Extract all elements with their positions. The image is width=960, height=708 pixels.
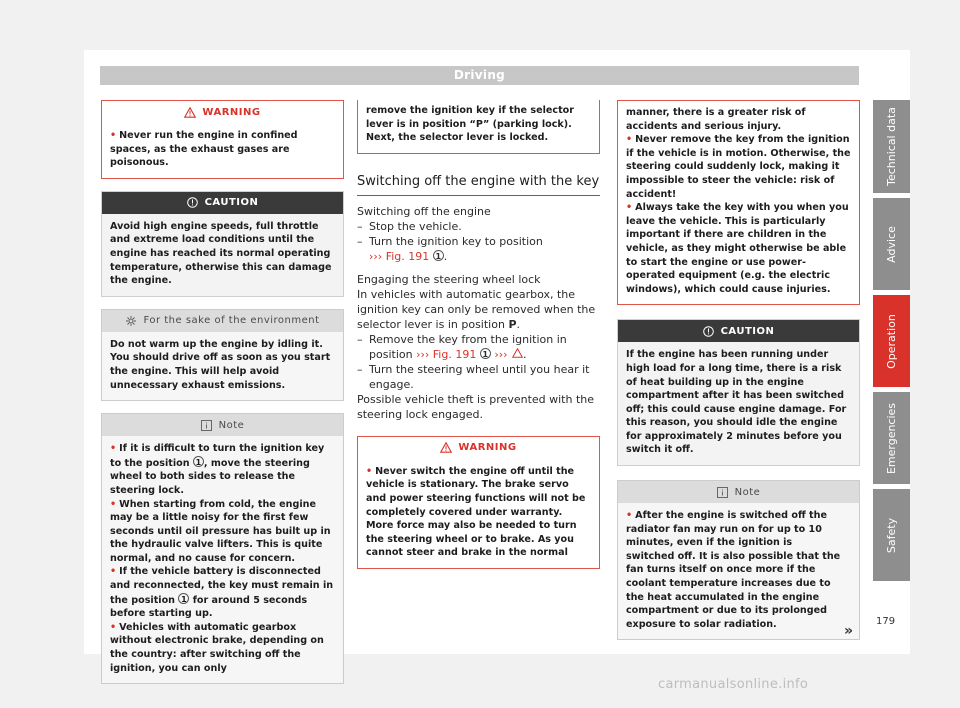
warning-triangle-icon	[511, 347, 523, 359]
callout-1: 1	[193, 456, 204, 467]
environment-label: For the sake of the environment	[143, 315, 320, 327]
caution-label: CAUTION	[720, 325, 775, 337]
subheading-switch-off: Switching off the engine	[357, 204, 491, 218]
tab-safety[interactable]: Safety	[873, 489, 910, 581]
tab-operation[interactable]: Operation	[873, 295, 910, 387]
note-label: Note	[218, 419, 245, 431]
warning-text: Never run the engine in confined spaces, as the exhaust gases are poisonous.	[110, 130, 298, 169]
tab-emergencies[interactable]: Emergencies	[873, 392, 910, 484]
caution-circle-icon	[703, 325, 715, 337]
figure-link[interactable]: ››› Fig. 191	[369, 249, 430, 263]
caution-label: CAUTION	[204, 197, 259, 209]
figure-link[interactable]: ››› Fig. 191	[416, 347, 477, 361]
bullet-icon: •	[110, 130, 117, 141]
page-header: Driving	[100, 66, 859, 85]
environment-text: Do not warm up the engine by idling it. You should drive off as soon as you start the engine. This will help avoid unnecessary exhaust emissions.	[110, 338, 331, 391]
warning-label: WARNING	[458, 442, 517, 454]
note-label: Note	[734, 486, 761, 498]
callout-1: 1	[178, 593, 189, 604]
watermark: carmanualsonline.info	[658, 677, 809, 692]
page-number: 179	[876, 616, 896, 627]
info-icon	[717, 486, 729, 498]
caution-box: CAUTION If the engine has been running under high load for a long time, there is a risk of heat building up in the engine compartment after it has been switched off; this could cause engine damage. For this reason, you should idle the engine for approximately 2 minutes before you switch it off.	[617, 319, 860, 466]
warning-label: WARNING	[202, 106, 261, 118]
caution-text: Avoid high engine speeds, full throttle and extreme load conditions until the engine has reached its normal operating temperature, otherwise this can damage the engine.	[110, 220, 332, 287]
column-1	[101, 100, 344, 696]
column-3	[617, 100, 860, 652]
section-title: Switching off the engine with the key	[357, 172, 600, 196]
column-2	[357, 100, 600, 581]
note-box: Note • After the engine is switched off the radiator fan may run on for up to 10 minutes, even if the ignition is switched off. It is also possible that the fan turns itself on once more if the coolant temperature increases due to the heat accumulated in the engine compartment or due to its prolonged exposure to solar radiation. »	[617, 480, 860, 640]
caution-circle-icon	[187, 197, 199, 209]
environment-box	[101, 309, 344, 401]
warning-continued-box: remove the ignition key if the selector lever is in position “P” (parking lock). Next, the selector lever is locked.	[357, 100, 600, 154]
tab-advice[interactable]: Advice	[873, 198, 910, 290]
warning-triangle-icon	[184, 106, 196, 118]
info-icon	[201, 419, 213, 431]
environment-leaf-icon	[125, 315, 137, 327]
section-body: Switching off the engine – Stop the vehicle. – Turn the ignition key to position ››› Fig. 191 1 . Engaging the steering wheel lock In vehicles with automatic gearbox, the ignition key can only be removed when the selector lever is in position P. – Remove the key from the ignition in position ››› Fig. 191 1 ››› . – Turn the steering wheel until you hear it engage. Possible vehicle theft is prevented with the steering lock engaged.	[357, 204, 600, 422]
warning-continued-box: manner, there is a greater risk of accidents and serious injury. • Never remove the key from the ignition if the vehicle is in motion. Otherwise, the steering could suddenly lock, making it impossible to steer the vehicle: risk of accident! • Always take the key with you when you leave the vehicle. This is particularly important if there are children in the vehicle, as they might otherwise be able to start the engine or use power-operated equipment (e.g. the electric windows), which could cause injuries.	[617, 100, 860, 305]
callout-1: 1	[433, 250, 444, 261]
warning-box	[101, 100, 344, 179]
warning-triangle-icon	[440, 442, 452, 454]
continued-arrow-icon: »	[843, 623, 853, 640]
subheading-steering-lock: Engaging the steering wheel lock	[357, 272, 541, 286]
warning-box: WARNING • Never switch the engine off until the vehicle is stationary. The brake servo and power steering functions will not be completely covered under warranty. More force may also be needed to turn the steering wheel or to brake. As you cannot steer and brake in the normal	[357, 436, 600, 569]
caution-box	[101, 191, 344, 297]
callout-1: 1	[480, 348, 491, 359]
warning-link[interactable]: ›››	[494, 347, 508, 361]
note-box: Note • If it is difficult to turn the ignition key to the position 1 , move the steering wheel to both sides to release the steering lock. • When starting from cold, the engine may be a little noisy for the first few seconds until oil pressure has built up in the hydraulic valve lifters. This is quite normal, and no cause for concern. • If the vehicle battery is disconnected and reconnected, the key must remain in the position 1 for around 5 seconds before starting up. • Vehicles with automatic gearbox without electronic brake, depending on the country: after switching off the ignition, you can only	[101, 413, 344, 684]
tab-technical-data[interactable]: Technical data	[873, 100, 910, 193]
